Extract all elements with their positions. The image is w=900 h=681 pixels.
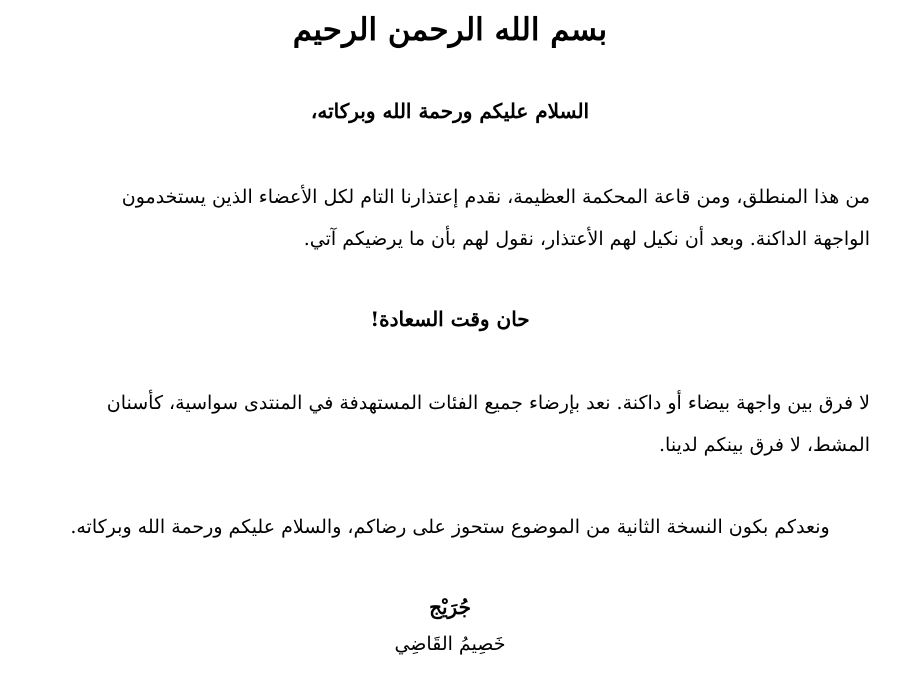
closing-text: ونعدكم بكون النسخة الثانية من الموضوع ستحوز على رضاكم، والسلام عليكم ورحمة الله وبركاته. — [70, 516, 830, 538]
announcement-text: حان وقت السعادة! — [370, 307, 530, 331]
page-title: بسم الله الرحمن الرحيم — [292, 12, 608, 48]
paragraph-2-line-1: لا فرق بين واجهة بيضاء أو داكنة. نعد بإرضاء جميع الفئات المستهدفة في المنتدى سواسية، كأسنان — [106, 392, 870, 414]
signature-name: جُرَيْج — [429, 595, 471, 619]
paragraph-2-line-2: المشط، لا فرق بينكم لدينا. — [659, 434, 870, 456]
greeting-text: السلام عليكم ورحمة الله وبركاته، — [310, 99, 590, 123]
paragraph-1-line-1: من هذا المنطلق، ومن قاعة المحكمة العظيمة، نقدم إعتذارنا التام لكل الأعضاء الذين يستخدمون — [121, 186, 870, 208]
signature-alias: خَصِيمُ القَاضِي — [394, 633, 506, 655]
paragraph-1-line-2: الواجهة الداكنة. وبعد أن نكيل لهم الأعتذار، نقول لهم بأن ما يرضيكم آتي. — [303, 228, 870, 250]
